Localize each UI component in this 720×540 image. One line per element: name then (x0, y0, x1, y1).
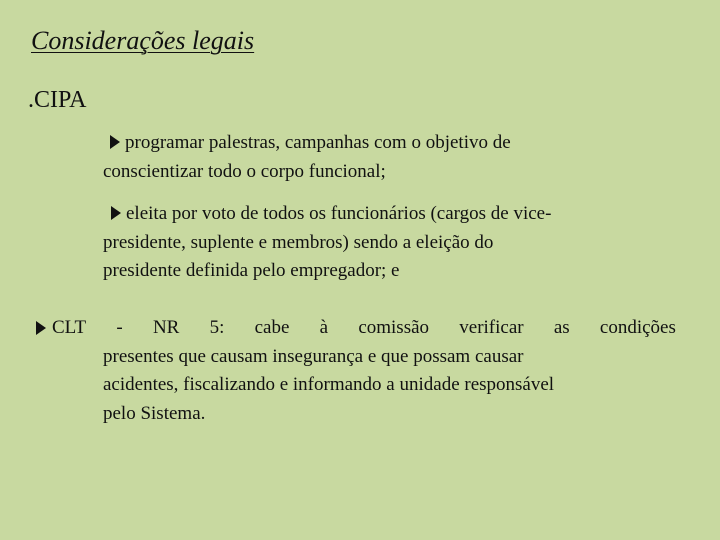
bullet-text: eleita por voto de todos os funcionários (cargos de vice- (126, 203, 552, 224)
word: - (116, 317, 123, 338)
bullet-line-2: conscientizar todo o corpo funcional; (103, 160, 386, 182)
word: condições (599, 317, 676, 338)
section-heading: .CIPA (28, 87, 87, 113)
word: comissão (358, 317, 430, 338)
word: 5: (209, 317, 225, 338)
word: à (319, 317, 329, 338)
bullet-item (36, 314, 676, 428)
bullet-line-2: presidente, suplente e membros) sendo a eleição do (103, 231, 494, 253)
bullet-line-1 (103, 200, 665, 229)
word: NR (152, 317, 180, 338)
bullet-line-3: presidente definida pelo empregador; e (103, 260, 400, 282)
word: as (553, 317, 570, 338)
bullet-line-4: pelo Sistema. (103, 402, 206, 424)
slide-title: Considerações legais (31, 26, 255, 55)
bullet-line-1 (36, 314, 676, 343)
bullet-item (103, 129, 663, 186)
bullet-line-1 (103, 129, 663, 158)
triangle-bullet-icon (110, 135, 120, 149)
bullet-text: programar palestras, campanhas com o objetivo de (125, 132, 511, 153)
word: verificar (459, 317, 524, 338)
bullet-line-2: presentes que causam insegurança e que possam causar (103, 345, 524, 367)
word: cabe (254, 317, 290, 338)
bullet-line-3: acidentes, fiscalizando e informando a unidade responsável (103, 374, 555, 396)
triangle-bullet-icon (36, 321, 46, 335)
triangle-bullet-icon (111, 206, 121, 220)
word: CLT (52, 317, 87, 338)
bullet-item (103, 200, 665, 286)
justified-line (52, 314, 676, 343)
